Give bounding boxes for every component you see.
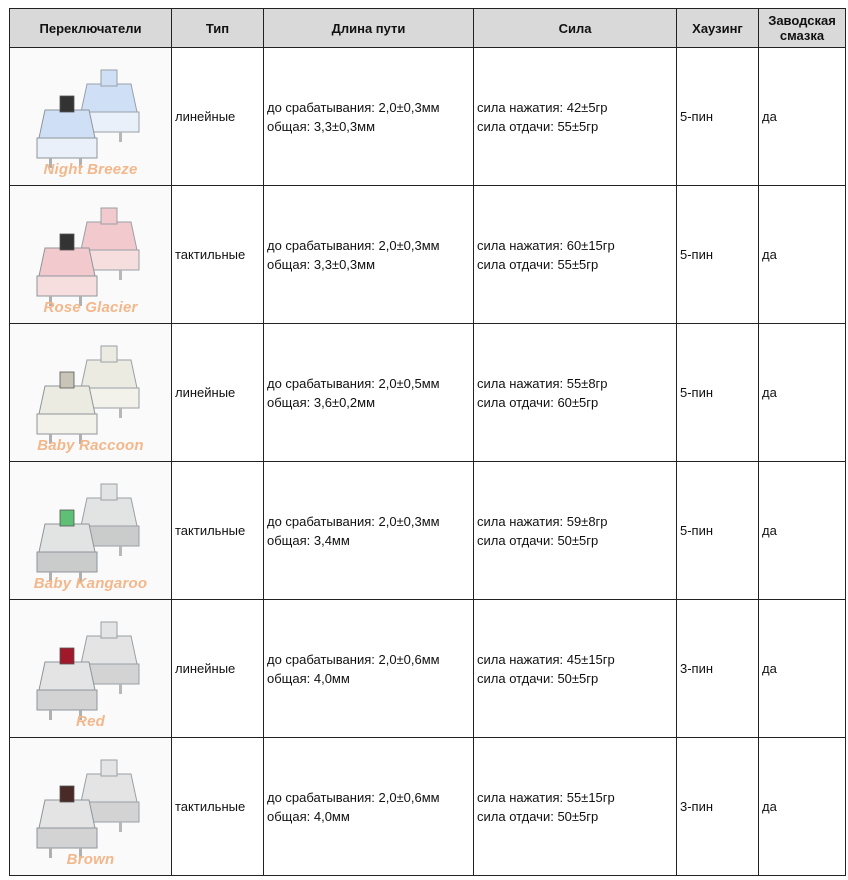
travel-actuation: до срабатывания: 2,0±0,3мм — [267, 237, 440, 253]
housing-cell: 3-пин — [677, 600, 759, 738]
switch-illustration — [31, 614, 151, 724]
switch-name: Night Breeze — [43, 161, 138, 178]
switch-illustration — [31, 752, 151, 862]
switch-name: Brown — [66, 851, 115, 868]
travel-actuation: до срабатывания: 2,0±0,3мм — [267, 99, 440, 115]
header-force: Сила — [474, 9, 677, 48]
force-cell — [474, 186, 677, 324]
type-cell: линейные — [172, 324, 264, 462]
table-row — [10, 186, 846, 324]
force-return: сила отдачи: 50±5гр — [477, 808, 599, 824]
type-cell: линейные — [172, 48, 264, 186]
force-actuation: сила нажатия: 55±15гр — [477, 789, 615, 805]
switch-name: Baby Kangaroo — [33, 575, 148, 592]
switch-illustration — [31, 62, 151, 172]
travel-total: общая: 3,4мм — [267, 532, 350, 548]
travel-cell — [264, 738, 474, 876]
header-switches: Переключатели — [10, 9, 172, 48]
travel-cell — [264, 186, 474, 324]
travel-total: общая: 3,3±0,3мм — [267, 256, 376, 272]
force-actuation: сила нажатия: 45±15гр — [477, 651, 615, 667]
force-return: сила отдачи: 60±5гр — [477, 394, 599, 410]
force-cell — [474, 738, 677, 876]
switch-name: Red — [76, 713, 105, 730]
type-cell: тактильные — [172, 462, 264, 600]
lube-cell: да — [759, 738, 846, 876]
table-row — [10, 600, 846, 738]
force-cell — [474, 462, 677, 600]
lube-cell: да — [759, 462, 846, 600]
switch-cell — [10, 186, 172, 324]
travel-total: общая: 3,6±0,2мм — [267, 394, 376, 410]
travel-total: общая: 4,0мм — [267, 808, 350, 824]
header-row — [10, 9, 846, 48]
travel-actuation: до срабатывания: 2,0±0,5мм — [267, 375, 440, 391]
type-cell: тактильные — [172, 186, 264, 324]
force-actuation: сила нажатия: 42±5гр — [477, 99, 608, 115]
lube-cell: да — [759, 324, 846, 462]
switch-illustration — [31, 200, 151, 310]
header-housing: Хаузинг — [677, 9, 759, 48]
housing-cell: 5-пин — [677, 462, 759, 600]
travel-actuation: до срабатывания: 2,0±0,6мм — [267, 651, 440, 667]
lube-cell: да — [759, 600, 846, 738]
switch-spec-table — [9, 8, 846, 876]
lube-cell: да — [759, 186, 846, 324]
force-cell — [474, 48, 677, 186]
travel-cell — [264, 462, 474, 600]
switch-cell — [10, 600, 172, 738]
force-actuation: сила нажатия: 59±8гр — [477, 513, 608, 529]
switch-name: Rose Glacier — [43, 299, 138, 316]
force-return: сила отдачи: 50±5гр — [477, 670, 599, 686]
travel-actuation: до срабатывания: 2,0±0,6мм — [267, 789, 440, 805]
switch-cell — [10, 462, 172, 600]
force-cell — [474, 600, 677, 738]
housing-cell: 3-пин — [677, 738, 759, 876]
travel-actuation: до срабатывания: 2,0±0,3мм — [267, 513, 440, 529]
header-travel: Длина пути — [264, 9, 474, 48]
travel-total: общая: 3,3±0,3мм — [267, 118, 376, 134]
switch-cell — [10, 738, 172, 876]
switch-name: Baby Raccoon — [37, 437, 144, 454]
force-cell — [474, 324, 677, 462]
housing-cell: 5-пин — [677, 324, 759, 462]
table-row — [10, 324, 846, 462]
header-type: Тип — [172, 9, 264, 48]
force-return: сила отдачи: 55±5гр — [477, 256, 599, 272]
switch-illustration — [31, 338, 151, 448]
force-actuation: сила нажатия: 60±15гр — [477, 237, 615, 253]
housing-cell: 5-пин — [677, 48, 759, 186]
type-cell: линейные — [172, 600, 264, 738]
switch-illustration — [31, 476, 151, 586]
switch-cell — [10, 48, 172, 186]
lube-cell: да — [759, 48, 846, 186]
table-row — [10, 48, 846, 186]
type-cell: тактильные — [172, 738, 264, 876]
switch-cell — [10, 324, 172, 462]
travel-cell — [264, 48, 474, 186]
travel-cell — [264, 324, 474, 462]
table-row — [10, 462, 846, 600]
table-row — [10, 738, 846, 876]
travel-total: общая: 4,0мм — [267, 670, 350, 686]
housing-cell: 5-пин — [677, 186, 759, 324]
travel-cell — [264, 600, 474, 738]
force-actuation: сила нажатия: 55±8гр — [477, 375, 608, 391]
force-return: сила отдачи: 55±5гр — [477, 118, 599, 134]
force-return: сила отдачи: 50±5гр — [477, 532, 599, 548]
header-lube: Заводская смазка — [759, 9, 846, 48]
